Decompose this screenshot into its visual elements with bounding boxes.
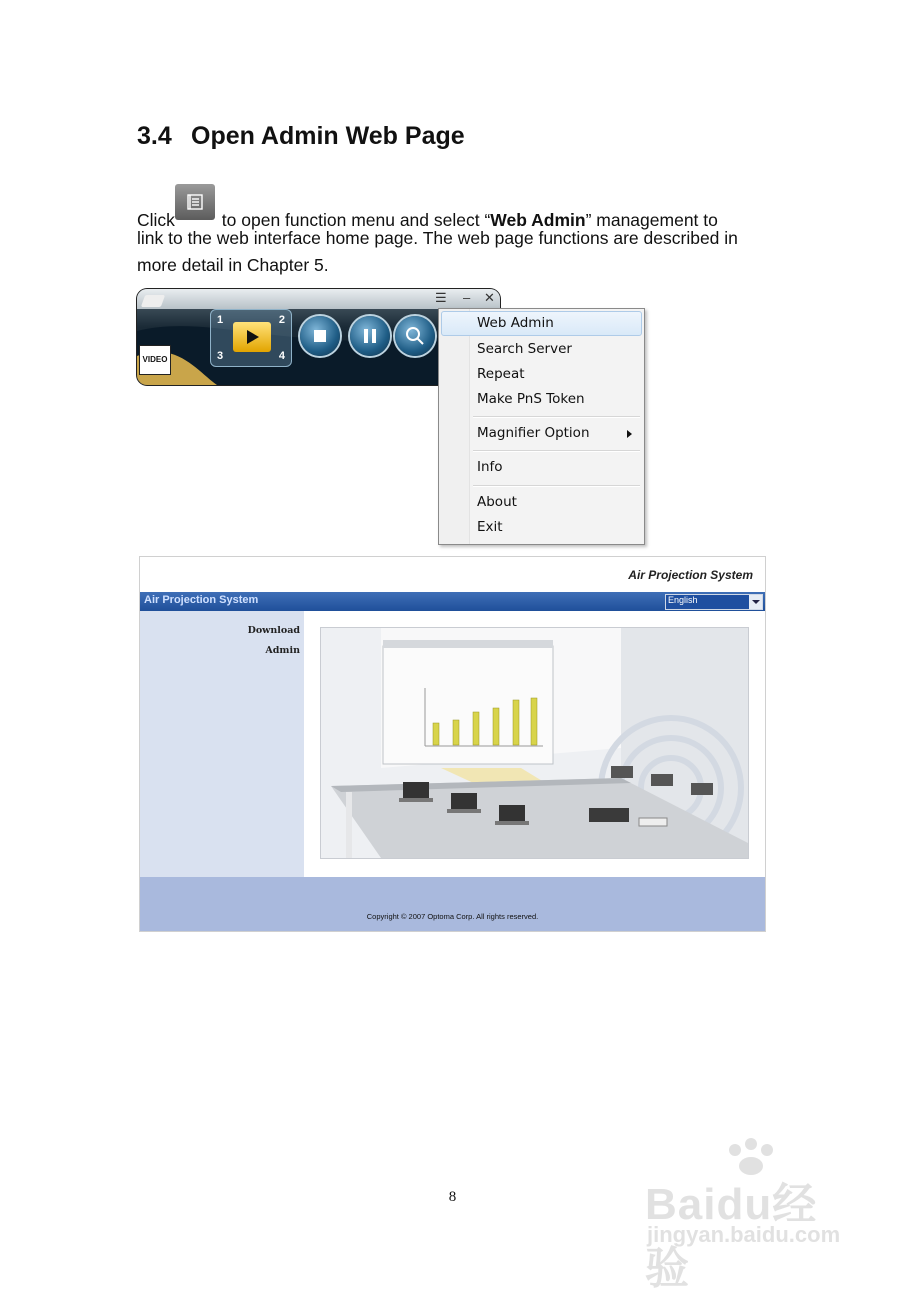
play-icon (233, 322, 271, 352)
magnifier-icon (395, 316, 435, 356)
paragraph-line-2: link to the web interface home page. The web page functions are described in (137, 228, 738, 248)
menu-item-make-pns-token[interactable]: Make PnS Token (477, 391, 585, 407)
text-management: ” management to (585, 210, 718, 230)
section-title: Open Admin Web Page (191, 122, 465, 150)
screen-2-button[interactable]: 2 (278, 314, 285, 326)
stop-icon (300, 316, 340, 356)
web-main-illustration (320, 627, 749, 859)
pause-icon (350, 316, 390, 356)
menu-icon[interactable]: ☰ (435, 290, 447, 305)
language-select-value: English (668, 595, 698, 605)
menu-item-about[interactable]: About (477, 494, 517, 510)
section-number: 3.4 (137, 122, 172, 150)
menu-item-magnifier-option[interactable]: Magnifier Option (477, 425, 590, 441)
menu-separator (473, 416, 640, 418)
section-heading (137, 122, 465, 151)
web-sidebar (140, 611, 304, 877)
menu-item-repeat[interactable]: Repeat (477, 366, 525, 382)
language-select[interactable] (665, 594, 763, 610)
video-mode-button[interactable]: VIDEO (139, 345, 171, 375)
pause-button[interactable] (350, 316, 390, 356)
screen-1-button[interactable]: 1 (217, 314, 224, 326)
magnifier-button[interactable] (395, 316, 435, 356)
sidebar-link-admin[interactable]: Admin (265, 645, 300, 656)
submenu-arrow-icon (627, 430, 632, 438)
web-footer (140, 877, 765, 931)
conference-room-illustration (321, 628, 748, 858)
text-click: Click (137, 210, 175, 230)
page-number: 8 (448, 1189, 457, 1205)
paragraph-line-3: more detail in Chapter 5. (137, 255, 329, 275)
menu-item-web-admin[interactable]: Web Admin (477, 315, 554, 331)
text-web-admin-bold: Web Admin (490, 210, 586, 230)
menu-separator (473, 450, 640, 452)
baidu-watermark (643, 1138, 858, 1293)
stop-button[interactable] (300, 316, 340, 356)
menu-item-search-server[interactable]: Search Server (477, 341, 572, 357)
menu-item-exit[interactable]: Exit (477, 519, 503, 535)
play-button[interactable] (233, 322, 271, 352)
web-bar-title: Air Projection System (144, 594, 259, 606)
web-header-bar (140, 592, 765, 611)
function-menu-icon (175, 184, 215, 220)
menu-separator (473, 485, 640, 487)
screen-3-button[interactable]: 3 (217, 350, 224, 362)
text-open-menu: to open function menu and select “ (216, 210, 491, 230)
function-context-menu (438, 308, 645, 545)
copyright-text: Copyright © 2007 Optoma Corp. All rights reserved. (366, 912, 539, 921)
menu-icon-column (439, 309, 470, 544)
watermark-url: jingyan.baidu.com (647, 1222, 841, 1247)
chevron-down-icon[interactable] (749, 595, 762, 609)
menu-item-info[interactable]: Info (477, 459, 503, 475)
split-screen-selector[interactable] (210, 309, 292, 367)
paragraph-line-1 (137, 194, 718, 231)
close-icon[interactable]: ✕ (484, 290, 495, 305)
watermark-logo-text: Baidu经验 (645, 1180, 818, 1293)
minimize-icon[interactable]: – (463, 290, 471, 305)
web-admin-page-screenshot (139, 556, 766, 932)
screen-4-button[interactable]: 4 (278, 350, 285, 362)
web-top-title: Air Projection System (628, 568, 753, 582)
sidebar-link-download[interactable]: Download (247, 625, 300, 636)
